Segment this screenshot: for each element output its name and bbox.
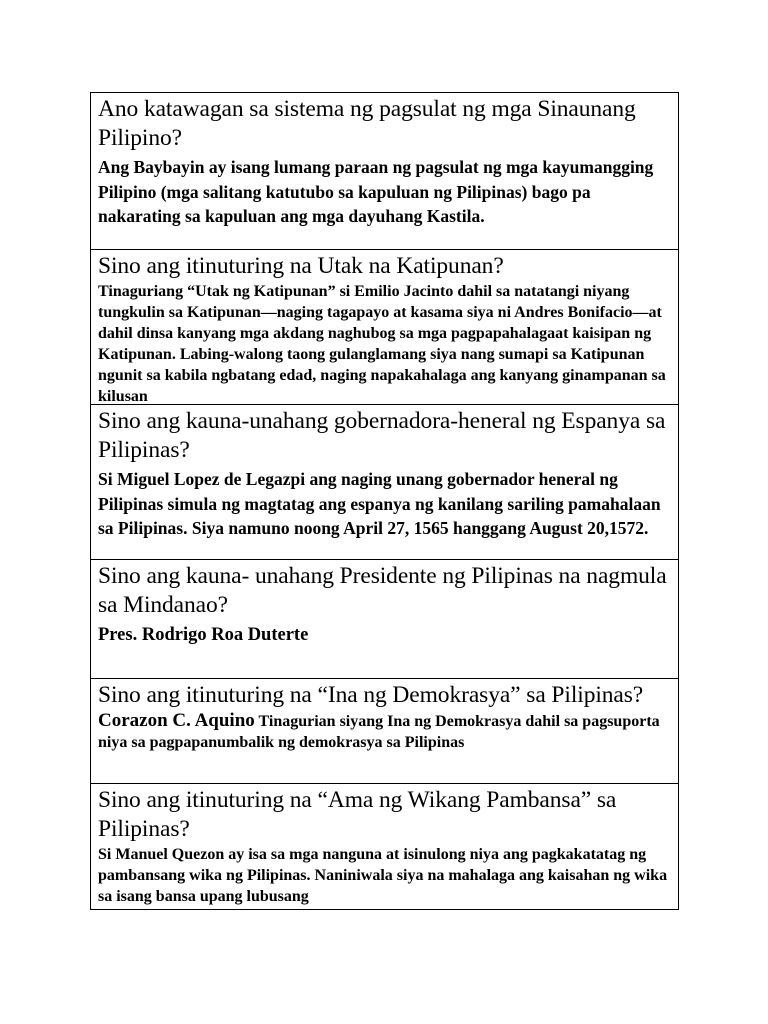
qa-row-ama-ng-wikang-pambansa [91, 783, 678, 909]
question-text: Sino ang itinuturing na Utak na Katipunan? [98, 253, 504, 279]
question-text: Sino ang kauna- unahang Presidente ng Pilipinas na nagmula sa Mindanao? [98, 563, 667, 618]
qa-row-gobernador-heneral [91, 404, 678, 559]
answer-text: Ang Baybayin ay isang lumang paraan ng pagsulat ng mga kayumangging Pilipino (mga salitang katutubo sa kapuluan ng Pilipinas) bago pa nakarating sa kapuluan ang mga dayuhang Kastila. [98, 157, 654, 226]
question-text: Ano katawagan sa sistema ng pagsulat ng mga Sinaunang Pilipino? [98, 96, 636, 151]
question-text: Sino ang itinuturing na “Ina ng Demokrasya” sa Pilipinas? [98, 682, 644, 708]
qa-row-ina-ng-demokrasya [91, 678, 678, 783]
answer-name: Corazon C. Aquino [98, 710, 255, 731]
qa-row-baybayin [91, 93, 678, 249]
qa-row-utak-ng-katipunan [91, 249, 678, 404]
question-text: Sino ang itinuturing na “Ama ng Wikang Pambansa” sa Pilipinas? [98, 787, 617, 842]
answer-text [98, 710, 672, 753]
answer-text: Pres. Rodrigo Roa Duterte [98, 625, 309, 645]
answer-text: Tinaguriang “Utak ng Katipunan” si Emilio Jacinto dahil sa natatangi niyang tungkulin sa Katipunan—naging tagapayo at kasama siya ni Andres Bonifacio—at dahil dinsa kanyang mga akdang naghubog sa mga pagpapahalagaat kaisipan ng Katipunan. Labing-walong taong gulanglamang siya nang sumapi sa Katipunan ngunit sa kabila ngbatang edad, naging napakahalaga ang kanyang ginampanan sa kilusan [98, 283, 666, 404]
question-text: Sino ang kauna-unahang gobernadora-heneral ng Espanya sa Pilipinas? [98, 408, 666, 463]
answer-text: Si Miguel Lopez de Legazpi ang naging unang gobernador heneral ng Pilipinas simula ng magtatag ang espanya ng kanilang sariling pamahalaan sa Pilipinas. Siya namuno noong April 27, 1565 hanggang August 20,1572. [98, 469, 661, 538]
answer-detail: Tinagurian siyang Ina ng Demokrasya dahil sa pagsuporta niya sa pagpapanumbalik ng demokrasya sa Pilipinas [98, 713, 660, 751]
qa-table [90, 92, 679, 910]
answer-text: Si Manuel Quezon ay isa sa mga nanguna at isinulong niya ang pagkakatatag ng pambansang wika ng Pilipinas. Naniniwala siya na mahalaga ang kaisahan ng wika sa isang bansa upang lubusang [98, 846, 668, 905]
qa-row-presidente-mindanao [91, 559, 678, 678]
